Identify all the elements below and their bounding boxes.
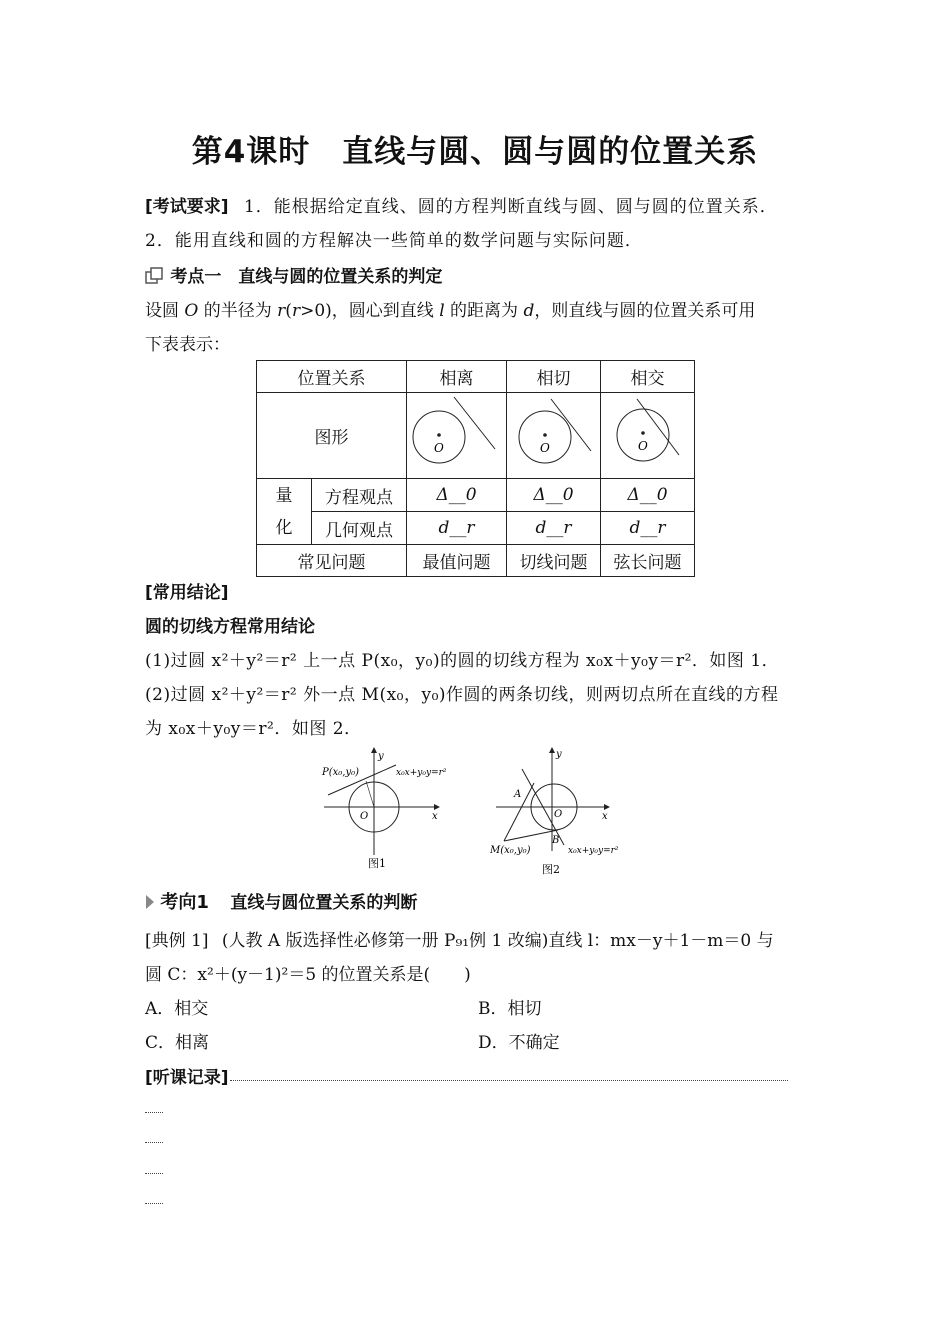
common-cell: 弦长问题 [601, 545, 695, 577]
svg-text:y: y [556, 749, 562, 760]
table-header: 相切 [507, 361, 601, 393]
example-label: [典例 1] [145, 931, 209, 951]
exam-requirement-line1 [145, 192, 778, 217]
requirement-label: [考试要求] [145, 197, 229, 217]
notes-line[interactable] [145, 1142, 163, 1143]
eq-view-label: 方程观点 [312, 479, 407, 512]
svg-text:x₀x+y₀y=r²: x₀x+y₀y=r² [396, 768, 447, 778]
triangle-marker-icon [145, 894, 155, 910]
conclusion-item1: (1)过圆 x²＋y²＝r² 上一点 P(x₀，y₀)的圆的切线方程为 x₀x＋y₀y＝r²．如图 1． [145, 651, 780, 671]
svg-text:图2: 图2 [542, 863, 560, 876]
svg-text:O: O [554, 809, 563, 820]
notes-line[interactable] [145, 1203, 163, 1204]
requirement-item2: 2．能用直线和圆的方程解决一些简单的数学问题与实际问题． [145, 231, 643, 251]
direction-heading [145, 888, 417, 914]
conclusion-item2-line2: 为 x₀x＋y₀y＝r²．如图 2． [145, 719, 362, 739]
eq-cell: Δ__0 [407, 479, 507, 512]
geo-cell: d__r [407, 512, 507, 545]
svg-text:x: x [432, 811, 438, 822]
svg-text:y: y [378, 751, 384, 762]
intersect-diagram [603, 393, 693, 473]
notes-label: [听课记录] [145, 1068, 229, 1088]
example-line2: 圆 C：x²＋(y－1)²＝5 的位置关系是( ) [145, 965, 471, 985]
eq-cell: Δ__0 [507, 479, 601, 512]
common-cell: 切线问题 [507, 545, 601, 577]
option-a[interactable]: A．相交 [145, 999, 209, 1019]
svg-text:P(x₀,y₀): P(x₀,y₀) [322, 767, 360, 778]
graph-intersect [601, 393, 695, 479]
option-d[interactable]: D．不确定 [478, 1033, 560, 1053]
conclusion-heading: 圆的切线方程常用结论 [145, 617, 315, 637]
separate-diagram [409, 393, 505, 473]
example-line1 [145, 926, 774, 951]
svg-text:A: A [514, 789, 522, 800]
svg-text:O: O [360, 811, 369, 822]
eq-cell: Δ__0 [601, 479, 695, 512]
figure-2 [486, 745, 656, 880]
table-row-label: 图形 [257, 393, 407, 479]
example-source: (人教 A 版选择性必修第一册 P₉₁例 1 改编)直线 l：mx－y＋1－m＝0 与 [221, 931, 774, 951]
svg-text:图1: 图1 [368, 857, 386, 870]
table-header: 相交 [601, 361, 695, 393]
position-relation-table [256, 360, 695, 577]
geo-cell: d__r [507, 512, 601, 545]
page-title: 第4课时 直线与圆、圆与圆的位置关系 [191, 134, 759, 170]
figure-1 [318, 745, 478, 875]
quantify-label: 量 化 [257, 479, 312, 545]
conclusion-label: [常用结论] [145, 583, 229, 603]
tangent-diagram [509, 393, 599, 473]
geo-view-label: 几何观点 [312, 512, 407, 545]
common-cell: 最值问题 [407, 545, 507, 577]
notes-line[interactable] [230, 1080, 788, 1081]
svg-text:O: O [539, 441, 550, 455]
option-b[interactable]: B．相切 [478, 999, 542, 1019]
notes-line[interactable] [145, 1173, 163, 1174]
section1-heading-row [145, 262, 442, 287]
table-header: 位置关系 [257, 361, 407, 393]
geo-cell: d__r [601, 512, 695, 545]
section1-intro-line2: 下表表示： [145, 335, 230, 355]
graph-separate [407, 393, 507, 479]
svg-text:O: O [433, 441, 444, 455]
section1-heading: 考点一 直线与圆的位置关系的判定 [170, 267, 443, 287]
graph-tangent [507, 393, 601, 479]
section1-intro: 设圆 O 的半径为 r(r>0)，圆心到直线 l 的距离为 d，则直线与圆的位置关系可用 [145, 301, 756, 321]
svg-text:M(x₀,y₀): M(x₀,y₀) [490, 845, 531, 856]
svg-text:x: x [602, 811, 608, 822]
section-square-icon [145, 267, 165, 285]
requirement-item1: 1．能根据给定直线、圆的方程判断直线与圆、圆与圆的位置关系． [243, 197, 778, 217]
option-c[interactable]: C．相离 [145, 1033, 210, 1053]
direction-title: 直线与圆位置关系的判断 [230, 893, 418, 913]
svg-text:x₀x+y₀y=r²: x₀x+y₀y=r² [568, 846, 619, 856]
svg-text:O: O [637, 439, 648, 453]
table-header: 相离 [407, 361, 507, 393]
notes-line[interactable] [145, 1112, 163, 1113]
common-label: 常见问题 [257, 545, 407, 577]
conclusion-item2: (2)过圆 x²＋y²＝r² 外一点 M(x₀，y₀)作圆的两条切线，则两切点所在直线的方程 [145, 685, 779, 705]
svg-text:B: B [552, 835, 560, 846]
direction-label: 考向1 [160, 892, 209, 913]
